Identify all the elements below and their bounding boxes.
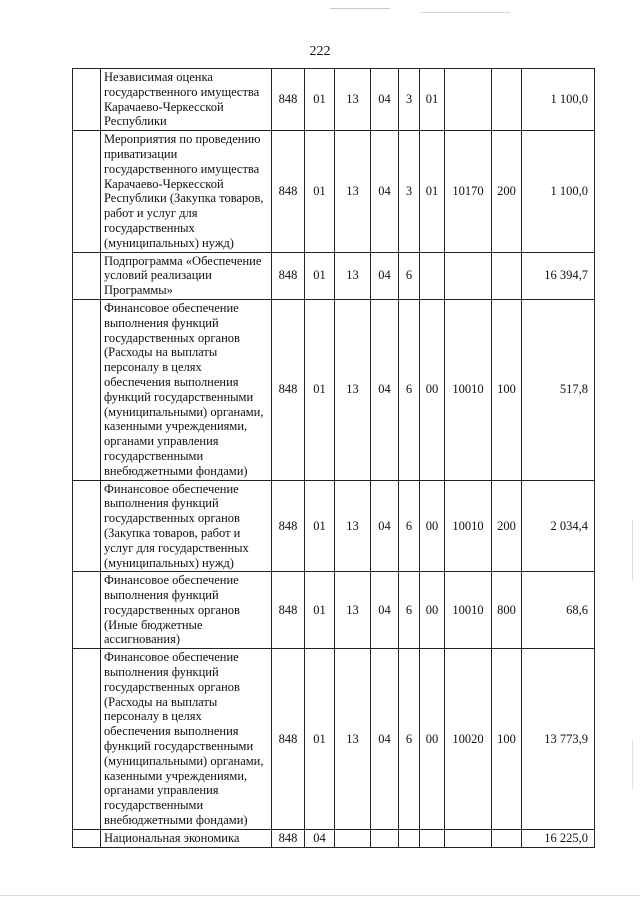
- subsection-code: 13: [335, 649, 371, 830]
- program-code: 04: [371, 649, 399, 830]
- amount: 2 034,4: [522, 480, 595, 572]
- program-code: 04: [371, 69, 399, 131]
- section-code: 01: [305, 480, 335, 572]
- section-code: 04: [305, 829, 335, 847]
- event-code: [420, 252, 445, 299]
- program-code: 04: [371, 572, 399, 649]
- ministry-code: 848: [272, 299, 305, 480]
- section-code: 01: [305, 649, 335, 830]
- section-code: 01: [305, 299, 335, 480]
- expense-type-code: 800: [492, 572, 522, 649]
- program-code: 04: [371, 480, 399, 572]
- amount: 1 100,0: [522, 69, 595, 131]
- table-row: [73, 252, 595, 299]
- subsection-code: 13: [335, 69, 371, 131]
- subprogram-code: [399, 829, 420, 847]
- subprogram-code: 6: [399, 480, 420, 572]
- subsection-code: 13: [335, 480, 371, 572]
- scan-artifact: [632, 740, 633, 790]
- expense-type-code: 100: [492, 299, 522, 480]
- event-code: 01: [420, 131, 445, 252]
- number-cell: [73, 299, 101, 480]
- subsection-code: [335, 829, 371, 847]
- ministry-code: 848: [272, 829, 305, 847]
- event-code: 00: [420, 649, 445, 830]
- event-code: [420, 829, 445, 847]
- number-cell: [73, 69, 101, 131]
- number-cell: [73, 252, 101, 299]
- subprogram-code: 6: [399, 649, 420, 830]
- table-row: [73, 572, 595, 649]
- table-row: [73, 829, 595, 847]
- direction-code: 10010: [445, 299, 492, 480]
- ministry-code: 848: [272, 131, 305, 252]
- amount: 13 773,9: [522, 649, 595, 830]
- direction-code: 10010: [445, 572, 492, 649]
- row-name: Финансовое обеспечение выполнения функций государственных органов (Закупка товаров, работ и услуг для государственных (муниципальных) нужд): [101, 480, 272, 572]
- amount: 1 100,0: [522, 131, 595, 252]
- page-number: 222: [309, 44, 331, 59]
- amount: 16 225,0: [522, 829, 595, 847]
- ministry-code: 848: [272, 69, 305, 131]
- expense-type-code: [492, 829, 522, 847]
- direction-code: 10170: [445, 131, 492, 252]
- expense-type-code: 200: [492, 131, 522, 252]
- direction-code: [445, 829, 492, 847]
- table-row: [73, 131, 595, 252]
- table-row: [73, 480, 595, 572]
- program-code: 04: [371, 131, 399, 252]
- direction-code: 10010: [445, 480, 492, 572]
- event-code: 01: [420, 69, 445, 131]
- subprogram-code: 6: [399, 252, 420, 299]
- ministry-code: 848: [272, 252, 305, 299]
- subprogram-code: 3: [399, 69, 420, 131]
- section-code: 01: [305, 252, 335, 299]
- section-code: 01: [305, 131, 335, 252]
- scan-artifact: [632, 520, 633, 580]
- section-code: 01: [305, 572, 335, 649]
- amount: 16 394,7: [522, 252, 595, 299]
- table-row: [73, 69, 595, 131]
- ministry-code: 848: [272, 480, 305, 572]
- direction-code: 10020: [445, 649, 492, 830]
- subsection-code: 13: [335, 131, 371, 252]
- number-cell: [73, 572, 101, 649]
- table-row: [73, 299, 595, 480]
- budget-table: [72, 68, 595, 848]
- row-name: Подпрограмма «Обеспечение условий реализации Программы»: [101, 252, 272, 299]
- event-code: 00: [420, 299, 445, 480]
- scan-artifact: [420, 12, 510, 13]
- row-name: Мероприятия по проведению приватизации государственного имущества Карачаево-Черкесской Республики (Закупка товаров, работ и услуг для государственных (муниципальных) нужд): [101, 131, 272, 252]
- table-row: [73, 649, 595, 830]
- event-code: 00: [420, 480, 445, 572]
- number-cell: [73, 649, 101, 830]
- subsection-code: 13: [335, 299, 371, 480]
- expense-type-code: [492, 252, 522, 299]
- subprogram-code: 3: [399, 131, 420, 252]
- program-code: [371, 829, 399, 847]
- row-name: Финансовое обеспечение выполнения функций государственных органов (Расходы на выплаты персоналу в целях обеспечения выполнения функций государственными (муниципальными) органами, казенными учреждениями, органами управления государственными внебюджетными фондами): [101, 299, 272, 480]
- subprogram-code: 6: [399, 572, 420, 649]
- program-code: 04: [371, 252, 399, 299]
- row-name: Национальная экономика: [101, 829, 272, 847]
- ministry-code: 848: [272, 649, 305, 830]
- row-name: Независимая оценка государственного имущества Карачаево-Черкесской Республики: [101, 69, 272, 131]
- amount: 517,8: [522, 299, 595, 480]
- expense-type-code: 200: [492, 480, 522, 572]
- event-code: 00: [420, 572, 445, 649]
- subsection-code: 13: [335, 252, 371, 299]
- expense-type-code: 100: [492, 649, 522, 830]
- amount: 68,6: [522, 572, 595, 649]
- expense-type-code: [492, 69, 522, 131]
- scan-artifact: [0, 895, 640, 896]
- row-name: Финансовое обеспечение выполнения функций государственных органов (Иные бюджетные ассигнования): [101, 572, 272, 649]
- scan-artifact: [330, 8, 390, 9]
- row-name: Финансовое обеспечение выполнения функций государственных органов (Расходы на выплаты персоналу в целях обеспечения выполнения функций государственными (муниципальными) органами, казенными учреждениями, органами управления государственными внебюджетными фондами): [101, 649, 272, 830]
- number-cell: [73, 829, 101, 847]
- program-code: 04: [371, 299, 399, 480]
- ministry-code: 848: [272, 572, 305, 649]
- section-code: 01: [305, 69, 335, 131]
- subprogram-code: 6: [399, 299, 420, 480]
- subsection-code: 13: [335, 572, 371, 649]
- number-cell: [73, 480, 101, 572]
- number-cell: [73, 131, 101, 252]
- direction-code: [445, 69, 492, 131]
- direction-code: [445, 252, 492, 299]
